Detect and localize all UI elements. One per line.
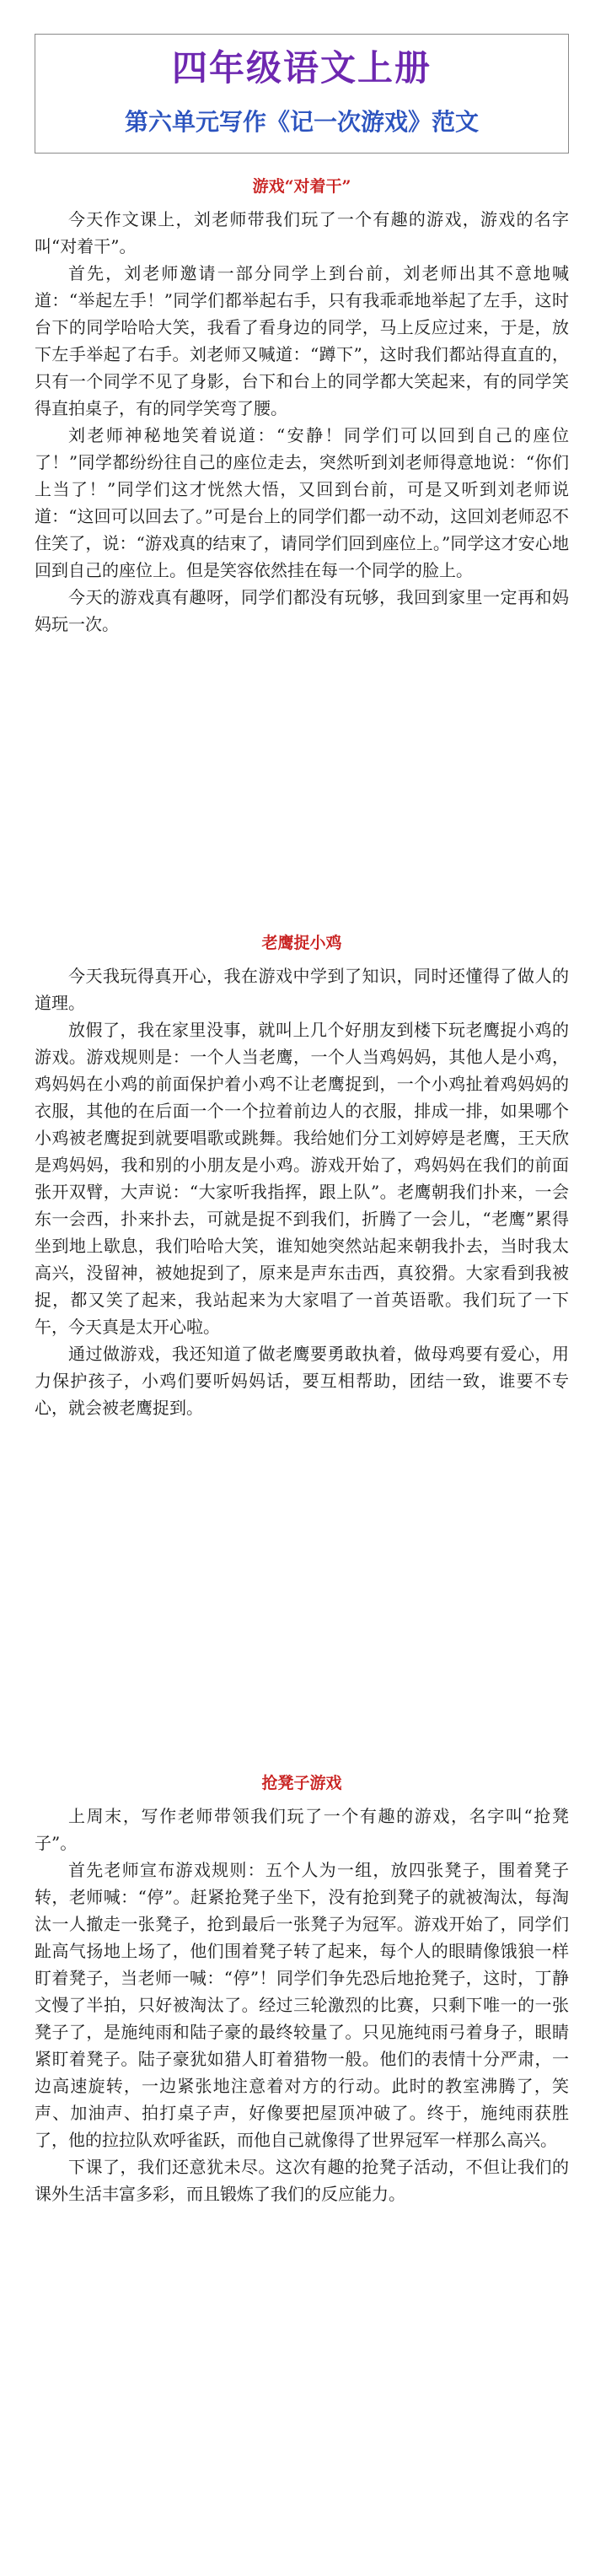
essay-paragraph: 首先，刘老师邀请一部分同学上到台前，刘老师出其不意地喊道：“举起左手！”同学们都举起右手，只有我乖乖地举起了左手，这时台下的同学哈哈大笑，我看了看身边的同学，马上反应过来，于是，放下左手举起了右手。刘老师又喊道：“蹲下”，这时我们都站得直直的，只有一个同学不见了身影，台下和台上的同学都大笑起来，有的同学笑得直拍桌子，有的同学笑弯了腰。 <box>35 263 569 418</box>
essay-title: 游戏“对着干” <box>252 177 351 196</box>
page-title: 四年级语文上册 <box>171 47 432 89</box>
essay-paragraph: 今天的游戏真有趣呀，同学们都没有玩够，我回到家里一定再和妈妈玩一次。 <box>35 587 569 634</box>
essay-paragraph: 下课了，我们还意犹未尽。这次有趣的抢凳子活动，不但让我们的课外生活丰富多彩，而且锻炼了我们的反应能力。 <box>35 2157 569 2204</box>
essay-paragraph: 今天我玩得真开心，我在游戏中学到了知识，同时还懂得了做人的道理。 <box>35 966 569 1013</box>
essay-paragraph: 上周末，写作老师带领我们玩了一个有趣的游戏，名字叫“抢凳子”。 <box>35 1806 569 1853</box>
essay-1 <box>35 174 569 638</box>
essay-2 <box>35 930 569 1421</box>
essay-title: 老鹰捉小鸡 <box>261 934 342 952</box>
essay-paragraph: 首先老师宣布游戏规则：五个人为一组，放四张凳子，围着凳子转，老师喊：“停”。赶紧抢凳子坐下，没有抢到凳子的就被淘汰，每淘汰一人撤走一张凳子，抢到最后一张凳子为冠军。游戏开始了，同学们趾高气扬地上场了，他们围着凳子转了起来，每个人的眼睛像饿狼一样盯着凳子，当老师一喊：“停”！同学们争先恐后地抢凳子，这时，丁静文慢了半拍，只好被淘汰了。经过三轮激烈的比赛，只剩下唯一的一张凳子了，是施纯雨和陆子豪的最终较量了。只见施纯雨弓着身子，眼睛紧盯着凳子。陆子豪犹如猎人盯着猎物一般。他们的表情十分严肃，一边高速旋转，一边紧张地注意着对方的行动。此时的教室沸腾了，笑声、加油声、拍打桌子声，好像要把屋顶冲破了。终于，施纯雨获胜了，他的拉拉队欢呼雀跃，而他自己就像得了世界冠军一样那么高兴。 <box>35 1860 569 2150</box>
page-subtitle: 第六单元写作《记一次游戏》范文 <box>124 108 479 136</box>
essay-paragraph: 放假了，我在家里没事，就叫上几个好朋友到楼下玩老鹰捉小鸡的游戏。游戏规则是：一个人当老鹰，一个人当鸡妈妈，其他人是小鸡，鸡妈妈在小鸡的前面保护着小鸡不让老鹰捉到，一个小鸡扯着鸡妈妈的衣服，其他的在后面一个一个拉着前边人的衣服，排成一排，如果哪个小鸡被老鹰捉到就要唱歌或跳舞。我给她们分工刘婷婷是老鹰，王天欣是鸡妈妈，我和别的小朋友是小鸡。游戏开始了，鸡妈妈在我们的前面张开双臂，大声说：“大家听我指挥，跟上队”。老鹰朝我们扑来，一会东一会西，扑来扑去，可就是捉不到我们，折腾了一会儿，“老鹰”累得坐到地上歇息，我们哈哈大笑，谁知她突然站起来朝我扑去，当时我太高兴，没留神，被她捉到了，原来是声东击西，真狡猾。大家看到我被捉，都又笑了起来，我站起来为大家唱了一首英语歌。我们玩了一下午，今天真是太开心啦。 <box>35 1020 569 1337</box>
header-box <box>35 34 569 154</box>
essay-paragraph: 刘老师神秘地笑着说道：“安静！同学们可以回到自己的座位了！”同学都纷纷往自己的座位走去，突然听到刘老师得意地说：“你们上当了！”同学们这才恍然大悟，又回到台前，可是又听到刘老师说道：“这回可以回去了。”可是台上的同学们都一动不动，这回刘老师忍不住笑了，说：“游戏真的结束了，请同学们回到座位上。”同学这才安心地回到自己的座位上。但是笑容依然挂在每一个同学的脸上。 <box>35 425 569 580</box>
essay-3 <box>35 1770 569 2207</box>
essay-paragraph: 今天作文课上，刘老师带我们玩了一个有趣的游戏，游戏的名字叫“对着干”。 <box>35 209 569 256</box>
essay-paragraph: 通过做游戏，我还知道了做老鹰要勇敢执着，做母鸡要有爱心，用力保护孩子，小鸡们要听妈妈话，要互相帮助，团结一致，谁要不专心，就会被老鹰捉到。 <box>35 1344 569 1418</box>
essay-title: 抢凳子游戏 <box>261 1774 342 1792</box>
